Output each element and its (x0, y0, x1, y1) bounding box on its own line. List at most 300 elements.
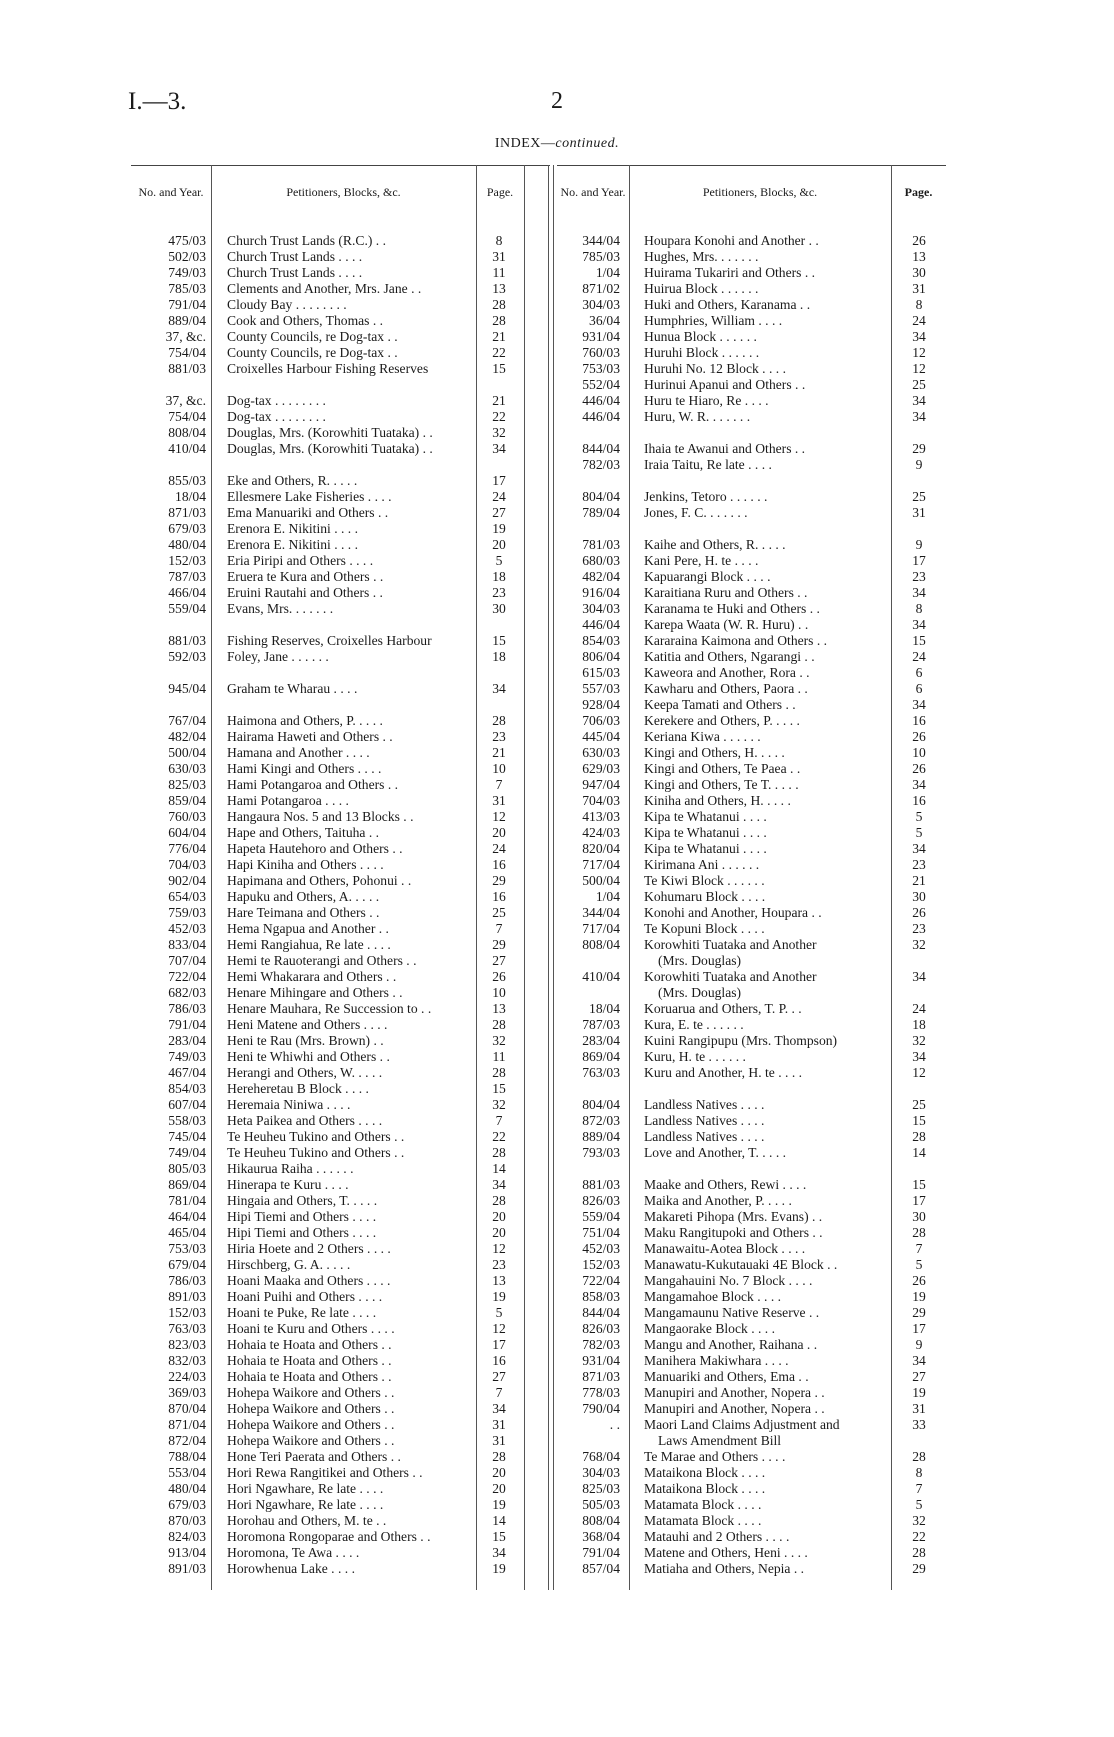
entry-petitioner: Korowhiti Tuataka and Another (644, 937, 817, 952)
entry-petitioner: Hohaia te Hoata and Others . . (227, 1337, 392, 1352)
entry-petitioner: Huirua Block . . . . . . (644, 281, 759, 296)
entry-petitioner: Maika and Another, P. . . . . (644, 1193, 792, 1208)
entry-number-year: 931/04 (582, 329, 620, 344)
entry-petitioner: Ihaia te Awanui and Others . . (644, 441, 806, 456)
entry-number-year: 786/03 (168, 1273, 206, 1288)
entry-petitioner: Matiaha and Others, Nepia . . (644, 1561, 805, 1576)
entry-page: 26 (912, 233, 926, 248)
entry-number-year: 913/04 (168, 1545, 206, 1560)
index-entry (131, 777, 550, 793)
entry-petitioner: Mataikona Block . . . . (644, 1481, 766, 1496)
entry-page: 34 (912, 409, 926, 424)
entry-number-year: 482/04 (168, 729, 206, 744)
index-entry (557, 361, 946, 377)
entry-page: 28 (492, 1193, 506, 1208)
column-rule (548, 165, 549, 1590)
entry-petitioner: Kingi and Others, Te T. . . . . (644, 777, 799, 792)
entry-page: 31 (492, 249, 506, 264)
entry-page: 34 (492, 681, 506, 696)
entry-page: 23 (912, 569, 926, 584)
entry-petitioner: Heni Matene and Others . . . . (227, 1017, 388, 1032)
index-entry (557, 1273, 946, 1289)
index-entry (557, 1513, 946, 1529)
entry-page: 28 (492, 1065, 506, 1080)
entry-page: 34 (912, 585, 926, 600)
entry-page: 15 (492, 361, 506, 376)
entry-petitioner: Hemi Rangiahua, Re late . . . . (227, 937, 391, 952)
index-entry (131, 1513, 550, 1529)
entry-page: 21 (492, 393, 506, 408)
index-entry (557, 265, 946, 281)
entry-page: 28 (492, 1017, 506, 1032)
index-entry (557, 1305, 946, 1321)
entry-page: 32 (912, 937, 926, 952)
index-entry (557, 489, 946, 505)
index-entry (557, 1561, 946, 1577)
index-entry (557, 745, 946, 761)
index-entry (131, 441, 550, 457)
entry-number-year: 717/04 (582, 857, 620, 872)
index-column-left (131, 165, 550, 1577)
entry-number-year: 410/04 (582, 969, 620, 984)
entry-page: 13 (912, 249, 926, 264)
entry-page: 15 (912, 1177, 926, 1192)
index-title (0, 136, 1114, 152)
entry-petitioner: Kuru, H. te . . . . . . (644, 1049, 746, 1064)
entry-number-year: 790/04 (582, 1401, 620, 1416)
entry-petitioner: Houpara Konohi and Another . . (644, 233, 819, 248)
entry-page: 34 (912, 1353, 926, 1368)
entry-page: 29 (912, 1561, 926, 1576)
entry-page: 12 (912, 361, 926, 376)
entry-page: 21 (492, 329, 506, 344)
entry-page: 10 (912, 745, 926, 760)
entry-petitioner: Hairama Haweti and Others . . (227, 729, 393, 744)
entry-number-year: 410/04 (168, 441, 206, 456)
entry-page: 16 (492, 1353, 506, 1368)
index-entry (131, 345, 550, 361)
entry-petitioner: Croixelles Harbour Fishing Reserves (227, 361, 429, 376)
page-number: 2 (551, 88, 563, 114)
index-entry (557, 873, 946, 889)
entry-petitioner: Hape and Others, Taituha . . (227, 825, 380, 840)
index-entry (131, 329, 550, 345)
entry-page: 33 (912, 1417, 926, 1432)
entry-page: 28 (492, 313, 506, 328)
index-entry (557, 1097, 946, 1113)
entry-number-year: 629/03 (582, 761, 620, 776)
entry-page: 5 (495, 1305, 503, 1320)
entry-number-year: 889/04 (168, 313, 206, 328)
index-entry (131, 521, 550, 537)
index-entry (557, 1353, 946, 1369)
entry-number-year: 413/03 (582, 809, 620, 824)
entry-petitioner: Hami Potangaroa . . . . (227, 793, 349, 808)
entry-number-year: 500/04 (168, 745, 206, 760)
entry-number-year: 855/03 (168, 473, 206, 488)
entry-petitioner: Evans, Mrs. . . . . . . (227, 601, 334, 616)
entries-right (557, 233, 946, 1577)
entry-petitioner: Te Kiwi Block . . . . . . (644, 873, 765, 888)
blank-line (131, 665, 550, 681)
blank-line (131, 377, 550, 393)
index-entry (131, 873, 550, 889)
index-entry (557, 1529, 946, 1545)
index-entry (557, 1321, 946, 1337)
entry-page: 7 (495, 1113, 503, 1128)
entry-number-year: 754/04 (168, 409, 206, 424)
entry-number-year: 704/03 (168, 857, 206, 872)
entry-number-year: 826/03 (582, 1321, 620, 1336)
entry-page: 9 (915, 457, 923, 472)
entry-page: 23 (492, 729, 506, 744)
blank-line (131, 617, 550, 633)
index-entry (557, 569, 946, 585)
index-entry (131, 1097, 550, 1113)
index-entry (131, 1289, 550, 1305)
entry-page: 34 (492, 1401, 506, 1416)
entry-petitioner: Love and Another, T. . . . . (644, 1145, 787, 1160)
blank-line (557, 1161, 946, 1177)
entry-number-year: 928/04 (582, 697, 620, 712)
entry-petitioner: Hapuku and Others, A. . . . . (227, 889, 380, 904)
index-entry (557, 1145, 946, 1161)
entry-number-year: 630/03 (582, 745, 620, 760)
entry-number-year: 464/04 (168, 1209, 206, 1224)
entry-number-year: 753/03 (168, 1241, 206, 1256)
index-entry (131, 601, 550, 617)
entry-page: 10 (492, 761, 506, 776)
entry-number-year: 881/03 (168, 633, 206, 648)
entry-petitioner: Erenora E. Nikitini . . . . (227, 537, 358, 552)
entry-number-year: 559/04 (582, 1209, 620, 1224)
index-entry (557, 697, 946, 713)
entry-page: 5 (915, 809, 923, 824)
entry-page: 34 (912, 1049, 926, 1064)
entry-petitioner: Hinerapa te Kuru . . . . (227, 1177, 349, 1192)
entry-number-year: 778/03 (582, 1385, 620, 1400)
entry-petitioner: Karanama te Huki and Others . . (644, 601, 820, 616)
index-entry (131, 1257, 550, 1273)
entry-petitioner: Kipa te Whatanui . . . . (644, 841, 767, 856)
entry-page: 31 (492, 793, 506, 808)
entry-petitioner: Cloudy Bay . . . . . . . . (227, 297, 347, 312)
entry-petitioner: Eruini Rautahi and Others . . (227, 585, 383, 600)
entry-number-year: 844/04 (582, 1305, 620, 1320)
entry-number-year: 820/04 (582, 841, 620, 856)
index-entry (557, 329, 946, 345)
entry-number-year: 679/04 (168, 1257, 206, 1272)
entry-petitioner: Manihera Makiwhara . . . . (644, 1353, 789, 1368)
entry-number-year: 854/03 (168, 1081, 206, 1096)
entry-number-year: 37, &c. (165, 329, 206, 344)
entry-petitioner: Hapi Kiniha and Others . . . . (227, 857, 384, 872)
entry-number-year: 707/04 (168, 953, 206, 968)
entry-page: 17 (912, 553, 926, 568)
entry-number-year: 824/03 (168, 1529, 206, 1544)
entry-number-year: 553/04 (168, 1465, 206, 1480)
entry-number-year: 751/04 (582, 1225, 620, 1240)
entry-page: 16 (912, 793, 926, 808)
entry-number-year: 808/04 (582, 1513, 620, 1528)
index-entry (131, 633, 550, 649)
entry-number-year: 446/04 (582, 409, 620, 424)
index-entry (557, 1497, 946, 1513)
entry-petitioner: Mangaorake Block . . . . (644, 1321, 775, 1336)
entry-petitioner: Ema Manuariki and Others . . (227, 505, 389, 520)
entry-number-year: 763/03 (168, 1321, 206, 1336)
entry-number-year: 791/04 (168, 297, 206, 312)
entry-number-year: 753/03 (582, 361, 620, 376)
entry-page: 32 (912, 1513, 926, 1528)
entry-petitioner: Matamata Block . . . . (644, 1513, 762, 1528)
index-entry (557, 377, 946, 393)
index-title-continued: continued. (555, 136, 620, 151)
entry-page: 15 (492, 1081, 506, 1096)
index-entry (557, 1369, 946, 1385)
index-entry (131, 1033, 550, 1049)
entry-petitioner: Kohumaru Block . . . . (644, 889, 766, 904)
entry-number-year: 844/04 (582, 441, 620, 456)
entry-page: 23 (912, 857, 926, 872)
entry-page: 34 (492, 441, 506, 456)
entry-page: 29 (912, 1305, 926, 1320)
entry-petitioner: Herangi and Others, W. . . . . (227, 1065, 383, 1080)
entry-petitioner: Mangamahoe Block . . . . (644, 1289, 782, 1304)
blank-line (131, 457, 550, 473)
entry-page: 30 (912, 1209, 926, 1224)
index-entry (557, 889, 946, 905)
index-entry (557, 1177, 946, 1193)
index-entry (557, 537, 946, 553)
entry-number-year: 558/03 (168, 1113, 206, 1128)
entry-number-year: 808/04 (168, 425, 206, 440)
entry-petitioner: Keepa Tamati and Others . . (644, 697, 796, 712)
entry-petitioner: Church Trust Lands . . . . (227, 249, 363, 264)
entry-petitioner: Hangaura Nos. 5 and 13 Blocks . . (227, 809, 414, 824)
entry-number-year: 945/04 (168, 681, 206, 696)
index-entry (131, 1049, 550, 1065)
entry-page: 27 (492, 953, 506, 968)
entry-page: 12 (912, 345, 926, 360)
entry-number-year: 881/03 (582, 1177, 620, 1192)
entry-page: 18 (492, 649, 506, 664)
entry-petitioner: Hingaia and Others, T. . . . . (227, 1193, 378, 1208)
index-entry (557, 345, 946, 361)
entry-petitioner: Mangamaunu Native Reserve . . (644, 1305, 820, 1320)
entry-petitioner: Kiniha and Others, H. . . . . (644, 793, 791, 808)
index-entry (131, 1017, 550, 1033)
entry-page: 7 (915, 1481, 923, 1496)
entry-page: 28 (492, 297, 506, 312)
entry-petitioner: Dog-tax . . . . . . . . (227, 393, 326, 408)
index-entry (557, 1113, 946, 1129)
index-entry (131, 969, 550, 985)
entry-page: 23 (912, 921, 926, 936)
entry-page: 8 (915, 297, 923, 312)
index-entry (131, 1529, 550, 1545)
blank-line (131, 697, 550, 713)
document-reference: I.—3. (128, 88, 187, 115)
index-entry (131, 1545, 550, 1561)
entry-page: 23 (492, 1257, 506, 1272)
entry-page: 5 (915, 1497, 923, 1512)
entry-number-year: 679/03 (168, 521, 206, 536)
index-entry (131, 1241, 550, 1257)
index-entry (557, 1129, 946, 1145)
index-entry (557, 1385, 946, 1401)
entry-page: 9 (915, 537, 923, 552)
entry-number-year: 344/04 (582, 905, 620, 920)
entry-number-year: 283/04 (582, 1033, 620, 1048)
entry-number-year: 368/04 (582, 1529, 620, 1544)
entry-petitioner: Church Trust Lands . . . . (227, 265, 363, 280)
entry-number-year: 871/03 (168, 505, 206, 520)
header-petitioners: Petitioners, Blocks, &c. (702, 184, 818, 199)
index-entry (131, 1225, 550, 1241)
index-entry (131, 857, 550, 873)
entry-number-year: 785/03 (168, 281, 206, 296)
entry-number-year: 760/03 (582, 345, 620, 360)
entry-page: 34 (912, 329, 926, 344)
entry-page: 20 (492, 1481, 506, 1496)
entry-petitioner: Manupiri and Another, Nopera . . (644, 1385, 825, 1400)
entry-page: 27 (492, 1369, 506, 1384)
index-entry (131, 569, 550, 585)
entry-page: 28 (912, 1449, 926, 1464)
entry-petitioner: Kingi and Others, H. . . . . (644, 745, 785, 760)
entry-number-year: 467/04 (168, 1065, 206, 1080)
entry-number-year: 465/04 (168, 1225, 206, 1240)
index-entry (557, 1545, 946, 1561)
entry-petitioner: Hami Potangaroa and Others . . (227, 777, 399, 792)
entry-page: 19 (492, 521, 506, 536)
index-entry (557, 1017, 946, 1033)
entry-page: 15 (492, 633, 506, 648)
entry-petitioner: Manuariki and Others, Ema . . (644, 1369, 809, 1384)
column-header-left (131, 165, 550, 218)
entry-page: 12 (492, 809, 506, 824)
index-entry (557, 1209, 946, 1225)
entry-petitioner: Hereheretau B Block . . . . (227, 1081, 369, 1096)
entry-page: 31 (492, 1417, 506, 1432)
index-entry (131, 393, 550, 409)
index-entry (557, 1241, 946, 1257)
entry-petitioner: Matauhi and 2 Others . . . . (644, 1529, 790, 1544)
entry-page: 12 (492, 1241, 506, 1256)
entry-petitioner: Hoani te Kuru and Others . . . . (227, 1321, 395, 1336)
entry-page: 27 (492, 505, 506, 520)
entry-petitioner: Eruera te Kura and Others . . (227, 569, 384, 584)
entry-number-year: 475/03 (168, 233, 206, 248)
entry-petitioner: Church Trust Lands (R.C.) . . (227, 233, 386, 248)
entry-number-year: 785/03 (582, 249, 620, 264)
entry-page: 26 (912, 729, 926, 744)
entry-page: 30 (912, 265, 926, 280)
entry-number-year: 806/04 (582, 649, 620, 664)
entry-number-year: 881/03 (168, 361, 206, 376)
entry-number-year: 791/04 (582, 1545, 620, 1560)
index-entry (131, 281, 550, 297)
entry-number-year: 749/04 (168, 1145, 206, 1160)
entry-page: 16 (912, 713, 926, 728)
index-entry (131, 953, 550, 969)
entry-number-year: 870/04 (168, 1401, 206, 1416)
entry-page: 16 (492, 889, 506, 904)
entry-petitioner: Kani Pere, H. te . . . . (644, 553, 759, 568)
entry-number-year: 152/03 (582, 1257, 620, 1272)
entry-petitioner: Hohepa Waikore and Others . . (227, 1433, 395, 1448)
entry-petitioner: Manupiri and Another, Nopera . . (644, 1401, 825, 1416)
entry-number-year: 804/04 (582, 1097, 620, 1112)
entry-page: 7 (915, 1241, 923, 1256)
index-entry (557, 809, 946, 825)
index-entry (131, 985, 550, 1001)
entry-number-year: 224/03 (168, 1369, 206, 1384)
entry-number-year: 559/04 (168, 601, 206, 616)
entry-petitioner: Hapimana and Others, Pohonui . . (227, 873, 412, 888)
index-title-main: INDEX— (494, 136, 556, 151)
index-entry (131, 905, 550, 921)
entry-page: 5 (915, 825, 923, 840)
index-entry (131, 585, 550, 601)
index-entry (131, 489, 550, 505)
entry-page: 34 (912, 393, 926, 408)
entry-number-year: 722/04 (168, 969, 206, 984)
blank-line (557, 425, 946, 441)
entry-number-year: 823/03 (168, 1337, 206, 1352)
entry-number-year: 788/04 (168, 1449, 206, 1464)
index-entry (131, 1497, 550, 1513)
entry-petitioner: Manawatu-Kukutauaki 4E Block . . (644, 1257, 838, 1272)
index-entry (557, 297, 946, 313)
entry-page: 13 (492, 1273, 506, 1288)
entry-petitioner: Hori Rewa Rangitikei and Others . . (227, 1465, 423, 1480)
entry-petitioner: Douglas, Mrs. (Korowhiti Tuataka) . . (227, 441, 433, 456)
entry-petitioner: Hughes, Mrs. . . . . . . (644, 249, 759, 264)
entry-petitioner: Kingi and Others, Te Paea . . (644, 761, 801, 776)
entry-petitioner: Hamana and Another . . . . (227, 745, 370, 760)
entry-petitioner: Kipa te Whatanui . . . . (644, 825, 767, 840)
entry-petitioner: Kaihe and Others, R. . . . . (644, 537, 786, 552)
entry-page: 23 (492, 585, 506, 600)
entry-petitioner: Horomona Rongoparae and Others . . (227, 1529, 431, 1544)
entry-number-year: 891/03 (168, 1561, 206, 1576)
entry-number-year: 552/04 (582, 377, 620, 392)
entry-number-year: 857/04 (582, 1561, 620, 1576)
entry-page: 34 (492, 1177, 506, 1192)
entry-petitioner: Heni te Rau (Mrs. Brown) . . (227, 1033, 384, 1048)
entry-number-year: 871/02 (582, 281, 620, 296)
entry-page: 8 (495, 233, 503, 248)
index-entry (131, 265, 550, 281)
entry-page: 22 (492, 345, 506, 360)
entry-page: 7 (495, 1385, 503, 1400)
entry-petitioner: (Mrs. Douglas) (658, 953, 742, 968)
entry-petitioner: Heremaia Niniwa . . . . (227, 1097, 351, 1112)
entry-page: 11 (492, 265, 506, 280)
entry-petitioner: Korowhiti Tuataka and Another (644, 969, 817, 984)
entry-number-year: 604/04 (168, 825, 206, 840)
entry-page: 28 (912, 1545, 926, 1560)
entry-number-year: 152/03 (168, 553, 206, 568)
entry-number-year: 759/03 (168, 905, 206, 920)
index-entry (557, 393, 946, 409)
index-entry (131, 1193, 550, 1209)
entry-number-year: 304/03 (582, 297, 620, 312)
blank-line (557, 1081, 946, 1097)
index-entry (131, 473, 550, 489)
